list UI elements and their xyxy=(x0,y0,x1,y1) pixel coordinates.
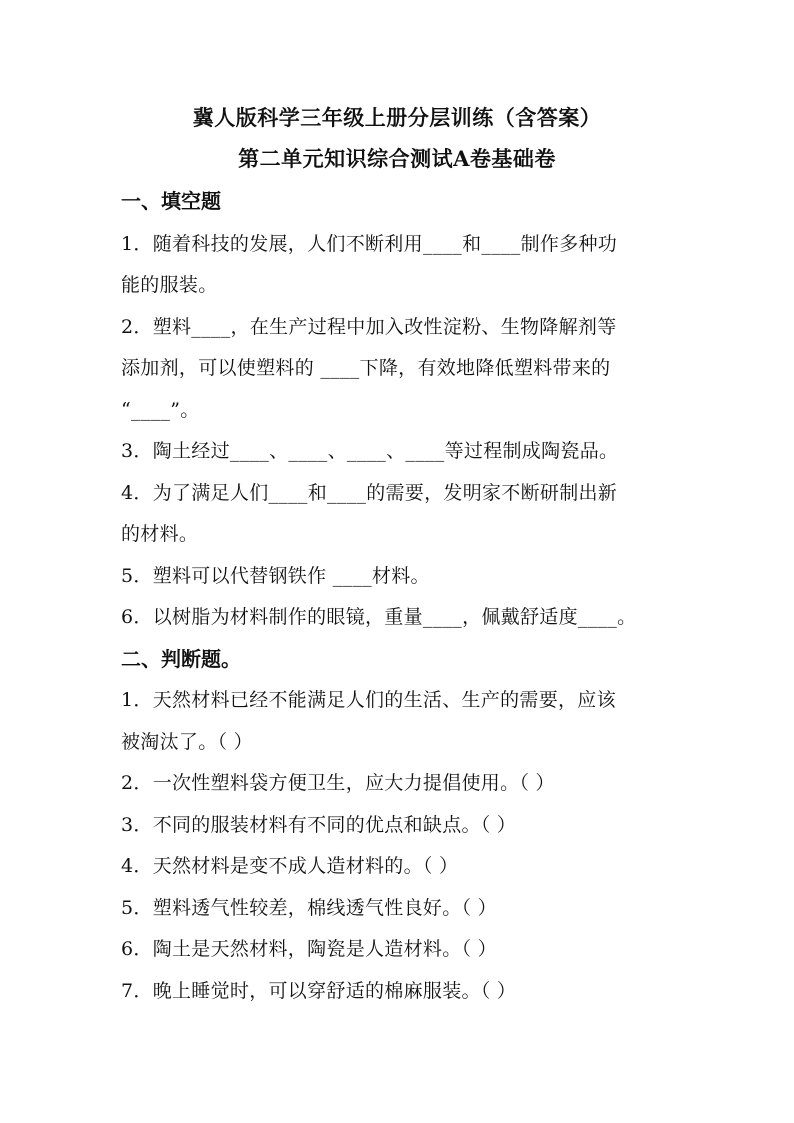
section-heading-fill-blank: 一、填空题 xyxy=(121,189,221,213)
question-line: 4．为了满足人们____和____的需要，发明家不断研制出新 xyxy=(121,482,618,504)
document-title: 冀人版科学三年级上册分层训练（含答案） xyxy=(192,105,602,130)
question-line: 1．随着科技的发展，人们不断利用____和____制作多种功 xyxy=(121,233,618,255)
document-subtitle: 第二单元知识综合测试A卷基础卷 xyxy=(238,146,556,171)
question-line: 能的服装。 xyxy=(121,274,218,296)
question-line: 2．塑料____，在生产过程中加入改性淀粉、生物降解剂等 xyxy=(121,316,617,338)
question-line: “____”。 xyxy=(121,399,200,421)
question-line: 1．天然材料已经不能满足人们的生活、生产的需要，应该 xyxy=(121,689,616,711)
question-line: 5．塑料可以代替钢铁作 ____材料。 xyxy=(121,565,430,587)
question-line: 2．一次性塑料袋方便卫生，应大力提倡使用。（ ） xyxy=(121,772,555,794)
question-line: 被淘汰了。（ ） xyxy=(121,731,253,753)
question-line: 4．天然材料是变不成人造材料的。（ ） xyxy=(121,855,459,877)
question-line: 的材料。 xyxy=(121,523,199,545)
question-line: 6．陶土是天然材料，陶瓷是人造材料。（ ） xyxy=(121,938,497,960)
question-line: 3．不同的服装材料有不同的优点和缺点。（ ） xyxy=(121,814,517,836)
question-line: 添加剂，可以使塑料的 ____下降，有效地降低塑料带来的 xyxy=(121,357,611,379)
question-line: 5．塑料透气性较差，棉线透气性良好。（ ） xyxy=(121,897,497,919)
question-line: 3．陶土经过____、____、____、____等过程制成陶瓷品。 xyxy=(121,440,619,462)
question-line: 7．晚上睡觉时，可以穿舒适的棉麻服装。（ ） xyxy=(121,980,517,1002)
section-heading-true-false: 二、判断题。 xyxy=(121,647,241,671)
question-line: 6．以树脂为材料制作的眼镜，重量____，佩戴舒适度____。 xyxy=(121,606,637,628)
